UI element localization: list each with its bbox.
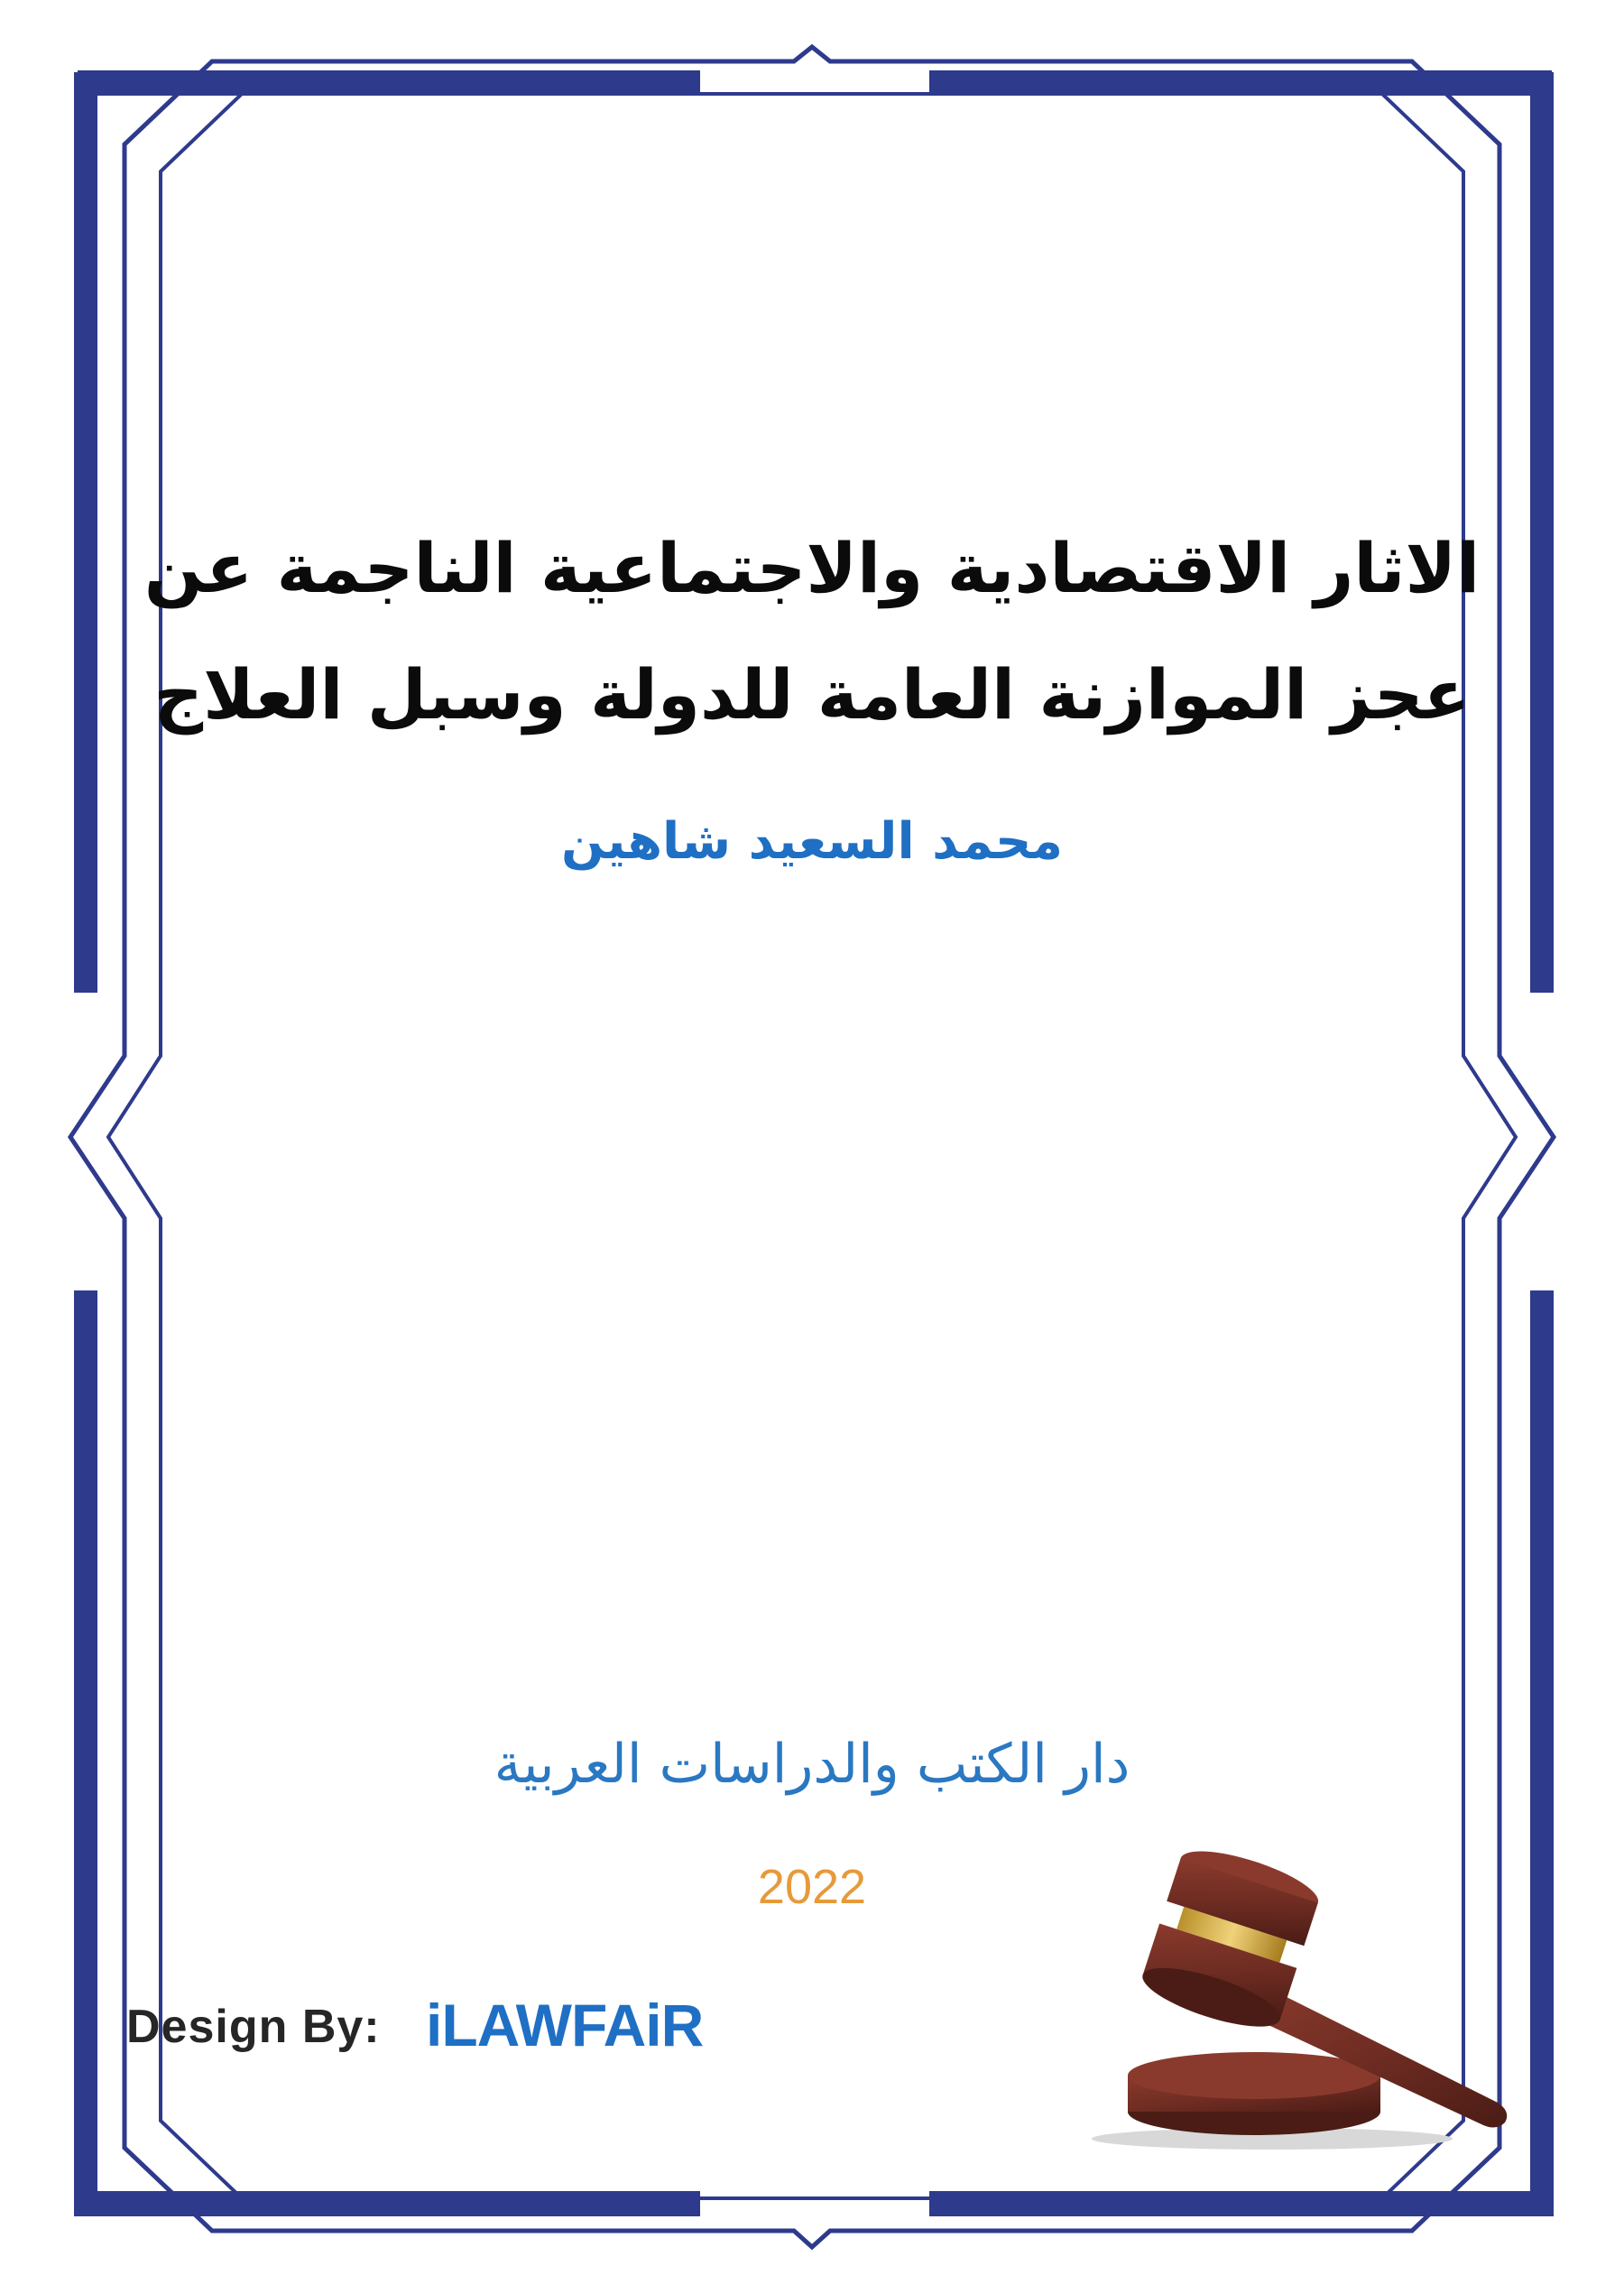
- book-title: [108, 505, 1516, 758]
- author-name: محمد السعيد شاهين: [560, 812, 1064, 871]
- title-line-1: الاثار الاقتصادية والاجتماعية الناجمة عن: [143, 528, 1481, 608]
- title-line-2: عجز الموازنة العامة للدولة وسبل العلاج: [153, 654, 1471, 735]
- ilawfair-logo: iLAWFAiR: [426, 1992, 704, 2058]
- publisher-name: دار الكتب والدراسات العربية: [494, 1733, 1130, 1796]
- gavel-icon: [1074, 1814, 1543, 2157]
- design-by-label: Design By:: [126, 2001, 381, 2053]
- publication-year: 2022: [757, 1860, 867, 1914]
